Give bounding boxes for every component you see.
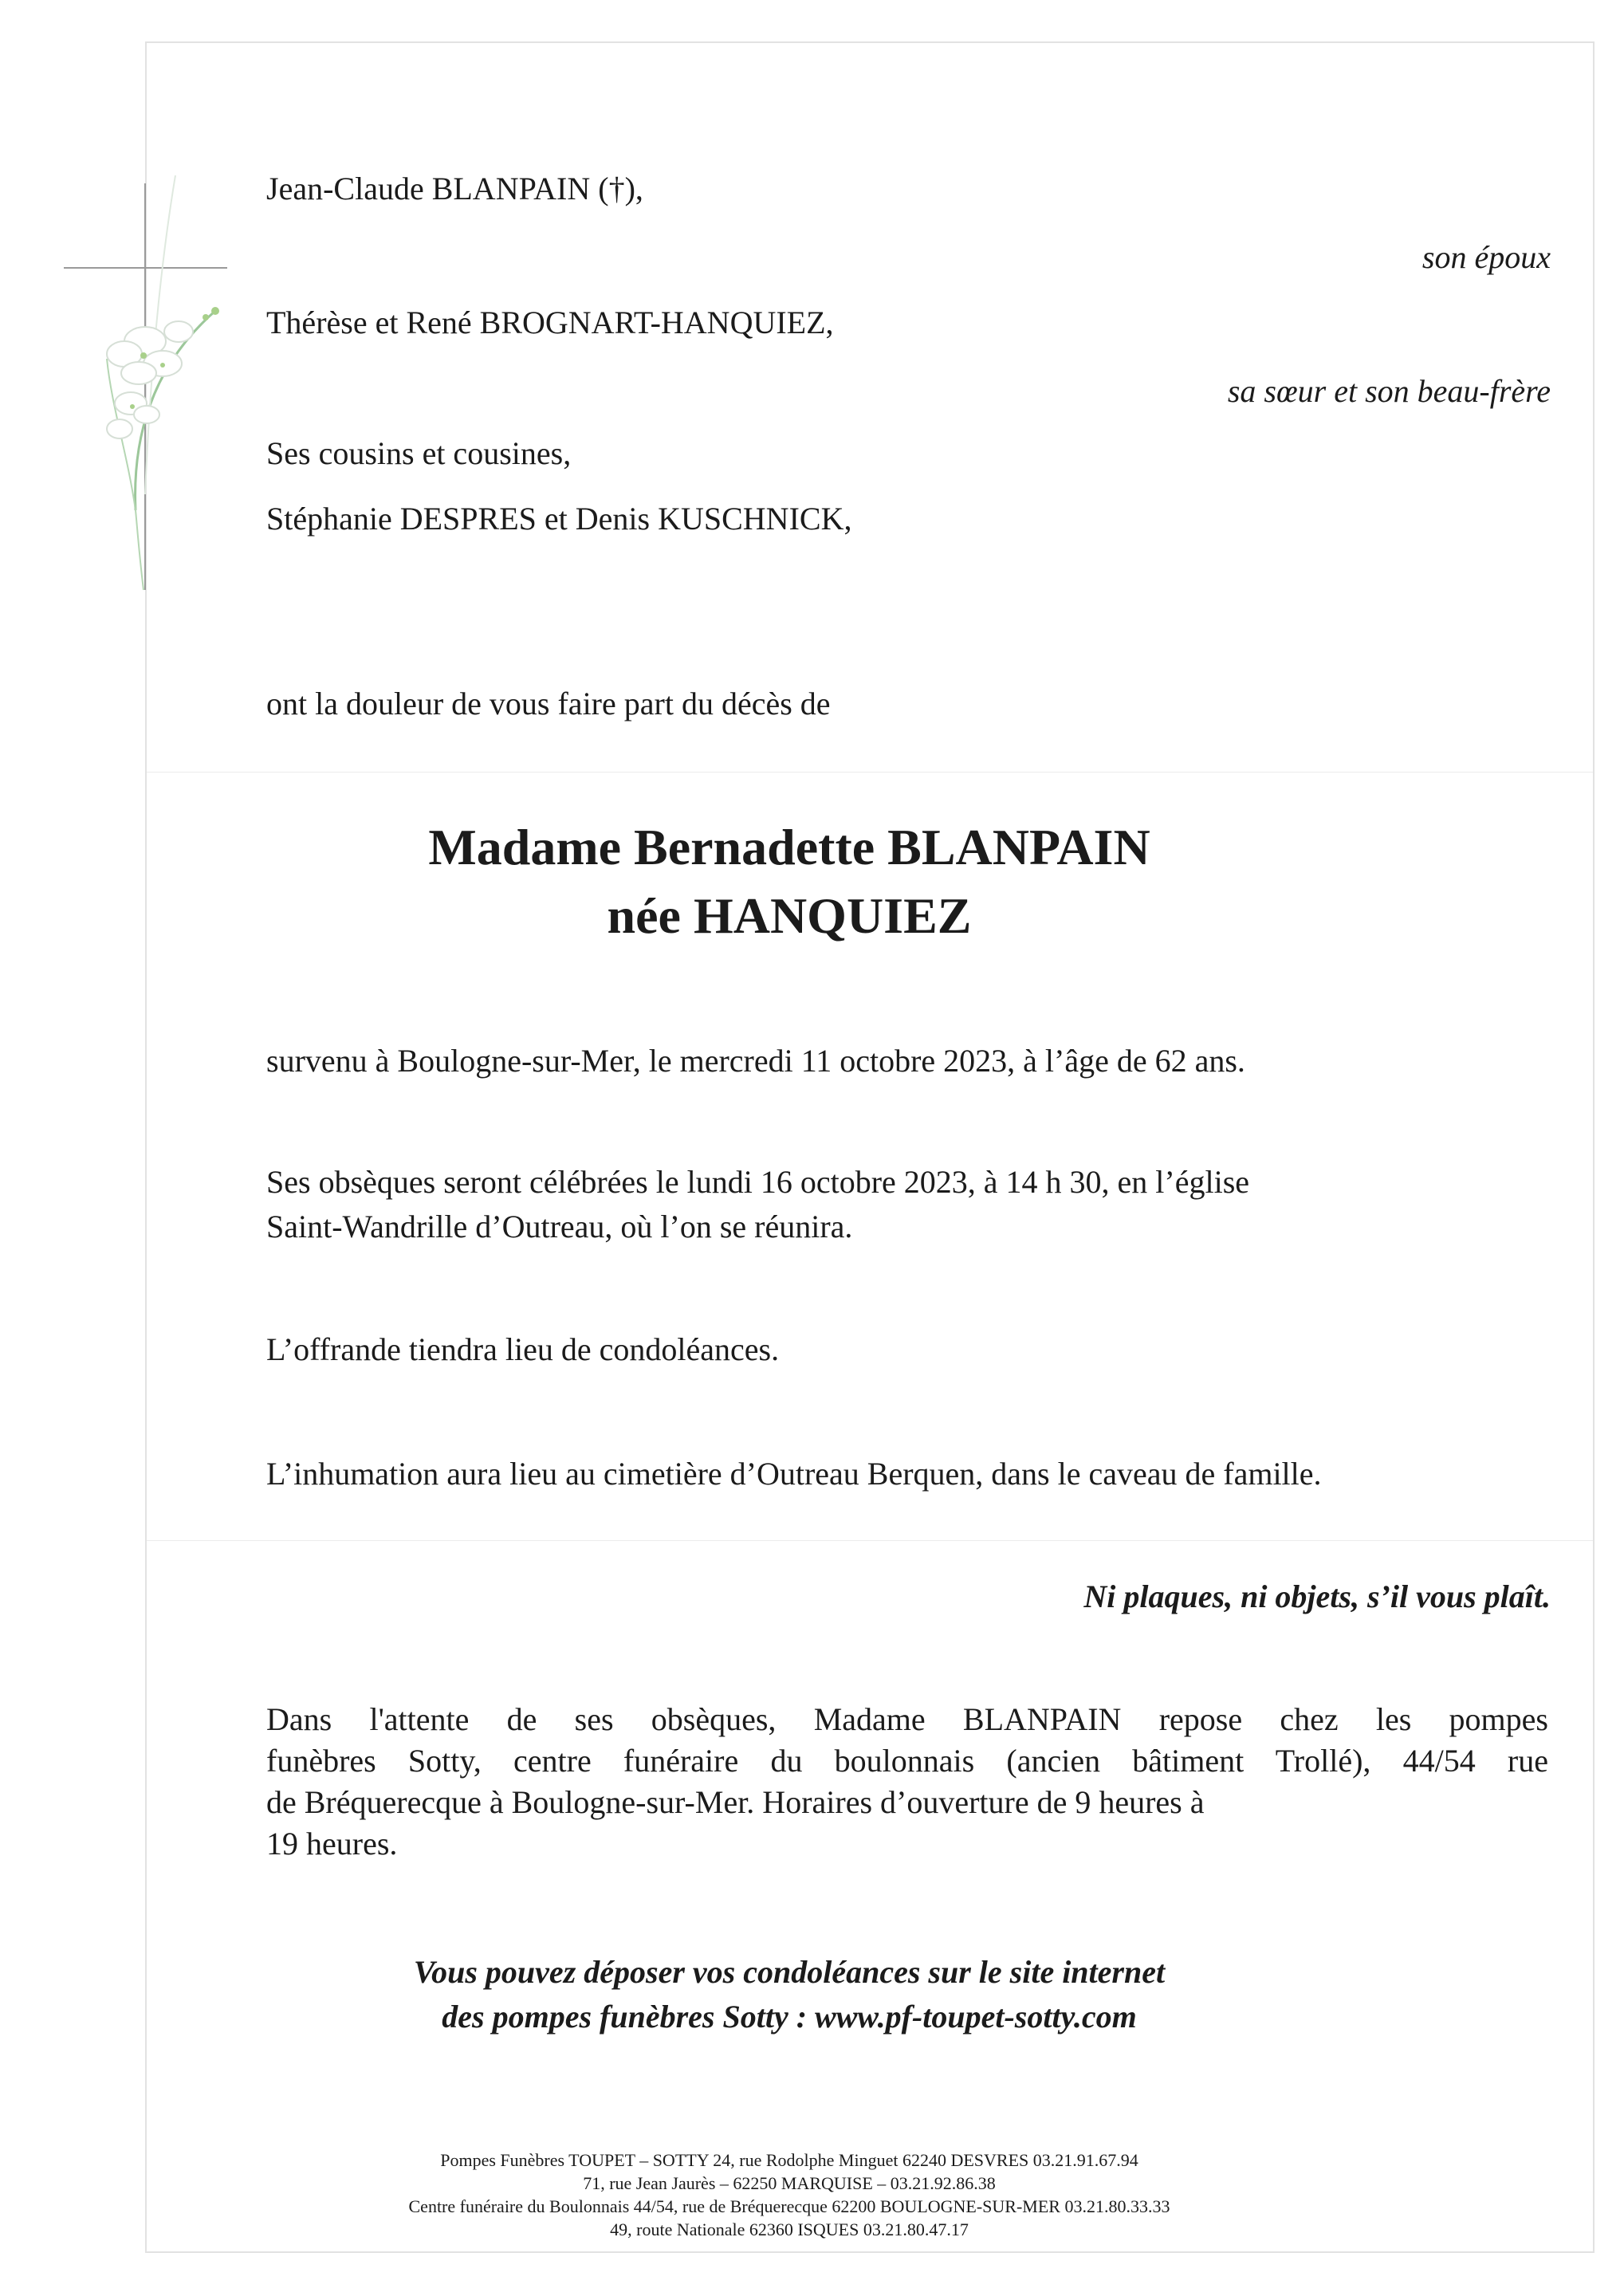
family-line-names: Stéphanie DESPRES et Denis KUSCHNICK, xyxy=(266,501,852,537)
family-line-husband: Jean-Claude BLANPAIN (†), xyxy=(266,171,643,206)
rest-line-4: 19 heures. xyxy=(266,1826,398,1862)
fold-line xyxy=(147,772,1593,773)
announcement-text: ont la douleur de vous faire part du décès de xyxy=(266,686,831,721)
rest-line-1: Dans l'attente de ses obsèques, Madame BLANPAIN repose chez les pompes xyxy=(266,1701,1548,1737)
fold-line xyxy=(147,1540,1593,1541)
footer-line-3: Centre funéraire du Boulonnais 44/54, rue de Bréquerecque 62200 BOULOGNE-SUR-MER 03.21.80.33.33 xyxy=(408,2196,1170,2216)
funeral-line-1: Ses obsèques seront célébrées le lundi 16 octobre 2023, à 14 h 30, en l’église xyxy=(266,1164,1250,1200)
relation-husband: son époux xyxy=(1421,239,1551,275)
offering-text: L’offrande tiendra lieu de condoléances. xyxy=(266,1331,780,1367)
condolences-line-2: des pompes funèbres Sotty : www.pf-toupet-sotty.com xyxy=(442,1999,1137,2035)
rest-line-2: funèbres Sotty, centre funéraire du boulonnais (ancien bâtiment Trollé), 44/54 rue xyxy=(266,1743,1548,1779)
footer-line-1: Pompes Funèbres TOUPET – SOTTY 24, rue Rodolphe Minguet 62240 DESVRES 03.21.91.67.94 xyxy=(440,2150,1138,2170)
funeral-line-2: Saint-Wandrille d’Outreau, où l’on se réunira. xyxy=(266,1209,853,1244)
family-line-cousins: Ses cousins et cousines, xyxy=(266,435,572,471)
footer-line-2: 71, rue Jean Jaurès – 62250 MARQUISE – 03.21.92.86.38 xyxy=(583,2173,996,2193)
cross-with-orchid-icon xyxy=(56,175,247,606)
family-line-sister: Thérèse et René BROGNART-HANQUIEZ, xyxy=(266,305,834,340)
condolences-line-1: Vous pouvez déposer vos condoléances sur le site internet xyxy=(413,1954,1166,1990)
rest-line-3: de Bréquerecque à Boulogne-sur-Mer. Horaires d’ouverture de 9 heures à xyxy=(266,1784,1205,1820)
death-info: survenu à Boulogne-sur-Mer, le mercredi 11 octobre 2023, à l’âge de 62 ans. xyxy=(266,1043,1245,1079)
deceased-name: Madame Bernadette BLANPAIN xyxy=(428,819,1150,875)
deceased-maiden-name: née HANQUIEZ xyxy=(607,887,972,944)
burial-text: L’inhumation aura lieu au cimetière d’Outreau Berquen, dans le caveau de famille. xyxy=(266,1456,1322,1492)
relation-sister: sa sœur et son beau-frère xyxy=(1227,373,1551,409)
footer-line-4: 49, route Nationale 62360 ISQUES 03.21.80.47.17 xyxy=(610,2219,969,2239)
no-flowers-note: Ni plaques, ni objets, s’il vous plaît. xyxy=(1083,1578,1551,1614)
